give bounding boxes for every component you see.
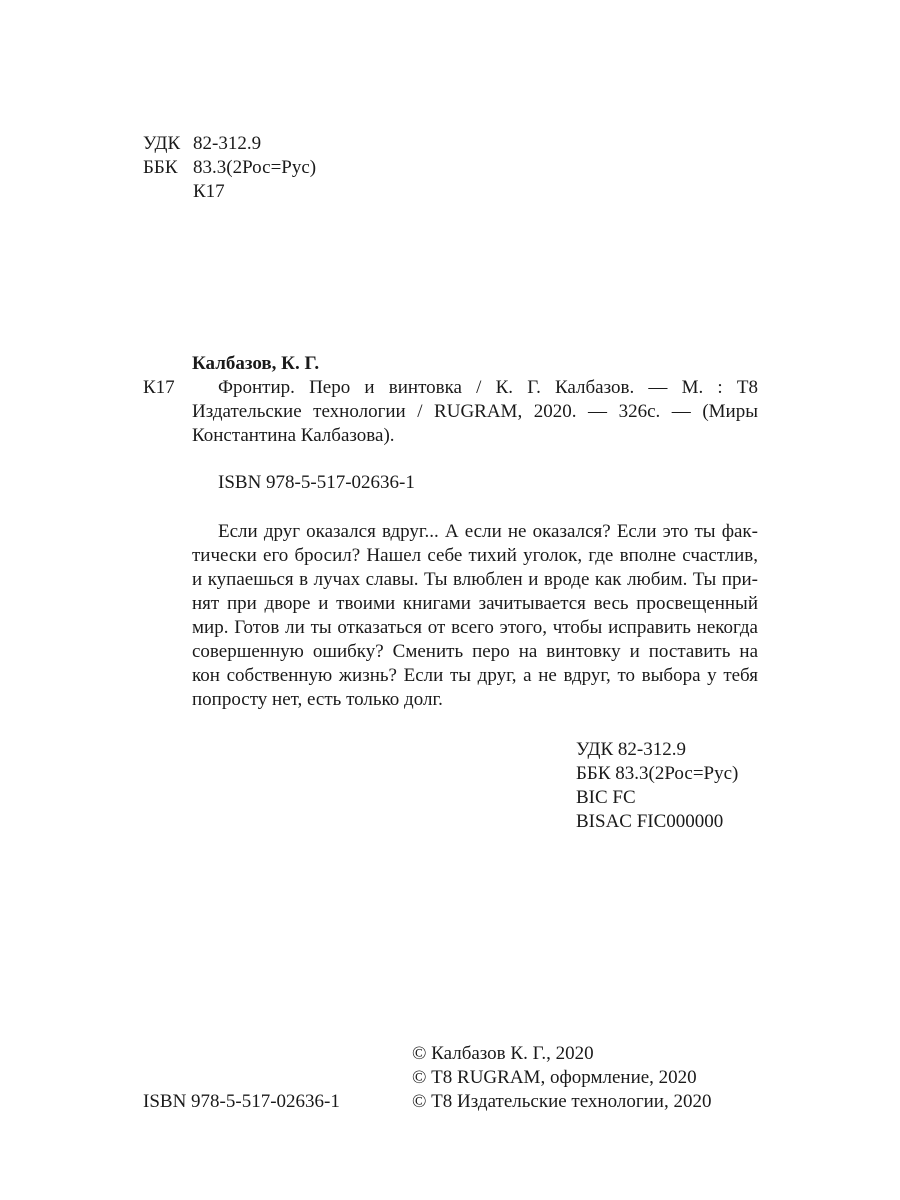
classification-udk: УДК 82-312.9 [576,739,686,760]
annotation-line: кон собственную жизнь? Если ты друг, а не вдруг, то выбора у тебя [192,665,758,686]
copyright-line: © Калбазов К. Г., 2020 [412,1043,594,1064]
bibliography-author-mark: К17 [143,377,175,398]
annotation-line: тически его бросил? Нашел себе тихий уголок, где вполне счастлив, [192,545,758,566]
footer-isbn: ISBN 978-5-517-02636-1 [143,1091,340,1112]
copyright-block [412,1042,711,1114]
copyright-line: © Т8 RUGRAM, оформление, 2020 [412,1067,697,1088]
annotation-line: мир. Готов ли ты отказаться от всего этого, чтобы исправить некогда [192,617,758,638]
bbk-label: ББК [143,157,178,178]
classification-bbk: ББК 83.3(2Рос=Рус) [576,763,739,784]
copyright-line: © Т8 Издательские технологии, 2020 [412,1091,712,1112]
classification-bic: BIC FC [576,787,636,808]
annotation-line: совершенную ошибку? Сменить перо на винтовку и поставить на [192,641,758,662]
annotation-line: попросту нет, есть только долг. [192,689,443,710]
bbk-row [143,156,316,180]
bibliography-author: Калбазов, К. Г. [192,353,320,374]
bibliography-description: Фронтир. Перо и винтовка / К. Г. Калбазов. — М. : Т8 Издательские технологии / RUGRAM, 2020. — 326с. — (Миры Константина Калбазова). [192,377,758,446]
top-classification [143,132,316,204]
classification-bisac: BISAC FIC000000 [576,811,724,832]
udk-label: УДК [143,133,181,154]
bibliography-isbn: ISBN 978-5-517-02636-1 [218,472,415,493]
classification-block [576,738,738,834]
annotation [192,520,758,712]
udk-value: 82-312.9 [193,133,262,154]
author-mark: К17 [193,181,225,202]
udk-row [143,132,316,156]
annotation-line: нят при дворе и твоими книгами зачитывается весь просвещенный [192,593,758,614]
bbk-value: 83.3(2Рос=Рус) [193,157,317,178]
annotation-line: и купаешься в лучах славы. Ты влюблен и вроде как любим. Ты при- [192,569,758,590]
annotation-line: Если друг оказался вдруг... А если не оказался? Если это ты фак- [218,521,758,542]
author-mark-row [143,180,316,204]
